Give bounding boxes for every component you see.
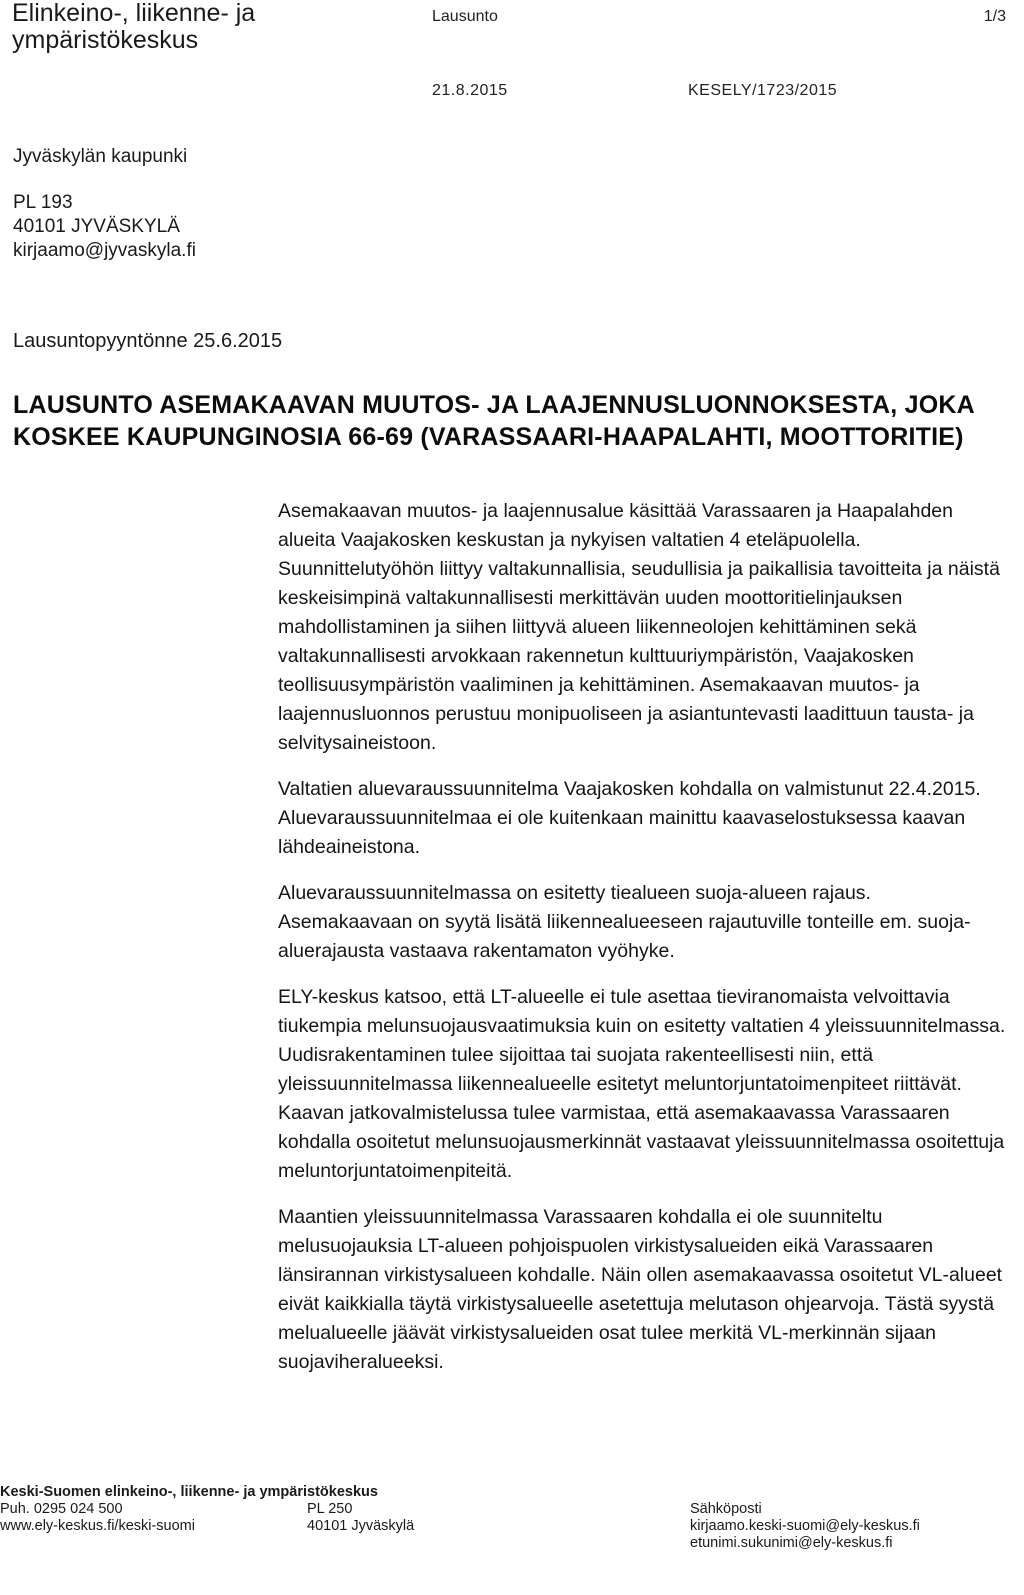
document-type: Lausunto [432,8,498,25]
body-paragraph: Maantien yleissuunnitelmassa Varassaaren kohdalla ei ole suunniteltu melusuojauksia LT-alueen pohjoispuolen virkistysalueiden eikä Varassaaren länsirannan virkistysalueen kohdalle. Näin ollen asemakaavassa osoitetut VL-alueet eivät kaikkialla täytä virkistysalueelle asetettuja melutason ohjearvoja. Tästä syystä melualueelle jäävät virkistysalueiden osat tulee merkitä VL-merkinnän sijaan suojaviheralueeksi. [278,1206,1003,1373]
footer-po-box: PL 250 [307,1501,353,1517]
body-paragraph: ELY-keskus katsoo, että LT-alueelle ei tule asettaa tieviranomaista velvoittavia tiukempia melunsuojausvaatimuksia kuin on esitetty valtatien 4 yleissuunnitelmassa. Uudisrakentaminen tulee sijoittaa tai suojata rakenteellisesti niin, että yleissuunnitelmassa liikennealueelle esitetyt meluntorjuntatoimenpiteet riittävät. Kaavan jatkovalmistelussa tulee varmistaa, että asemakaavassa Varassaaren kohdalla osoitetut melunsuojausmerkinnät vastaavat yleissuunnitelmassa osoitettuja meluntorjuntatoimenpiteitä. [278,986,1006,1182]
body-paragraph: Aluevaraussuunnitelmassa on esitetty tiealueen suoja-alueen rajaus. Asemakaavaan on syytä lisätä liikennealueeseen rajautuville tonteille em. suoja-aluerajausta vastaava rakentamaton vyöhyke. [278,882,971,962]
recipient-po-box: PL 193 [13,192,73,213]
footer-organization: Keski-Suomen elinkeino-, liikenne- ja ympäristökeskus [0,1484,378,1500]
request-reference: Lausuntopyyntönne 25.6.2015 [13,330,283,352]
footer-email-1[interactable]: kirjaamo.keski-suomi@ely-keskus.fi [690,1518,920,1534]
footer-address-column [307,1501,414,1535]
recipient-address [13,191,196,263]
reference-number: KESELY/1723/2015 [688,82,838,99]
document-date: 21.8.2015 [432,82,508,99]
document-title: LAUSUNTO ASEMAKAAVAN MUUTOS- JA LAAJENNUSLUONNOKSESTA, JOKA KOSKEE KAUPUNGINOSIA 66-69 (VARASSAARI-HAAPALAHTI, MOOTTORITIE) [13,391,974,451]
footer-email-label: Sähköposti [690,1501,762,1517]
page-number: 1/3 [983,8,1006,25]
footer-city: 40101 Jyväskylä [307,1518,415,1534]
recipient-name: Jyväskylän kaupunki [13,146,188,167]
recipient-postal: 40101 JYVÄSKYLÄ [13,216,180,237]
organization-name-line-2: ympäristökeskus [12,26,199,54]
footer-email-2[interactable]: etunimi.sukunimi@ely-keskus.fi [690,1535,893,1551]
organization-name [12,0,255,54]
footer-contact-column [0,1501,195,1535]
body-paragraph: Valtatien aluevaraussuunnitelma Vaajakosken kohdalla on valmistunut 22.4.2015. Aluevaraussuunnitelmaa ei ole kuitenkaan mainittu kaavaselostuksessa kaavan lähdeaineistona. [278,778,981,858]
organization-name-line-1: Elinkeino-, liikenne- ja [12,0,256,27]
footer-phone: Puh. 0295 024 500 [0,1501,123,1517]
footer-email-column [690,1501,920,1552]
document-body [278,497,1006,1394]
footer-website[interactable]: www.ely-keskus.fi/keski-suomi [0,1518,195,1534]
body-paragraph: Asemakaavan muutos- ja laajennusalue käsittää Varassaaren ja Haapalahden alueita Vaajakosken keskustan ja nykyisen valtatien 4 eteläpuolella. Suunnittelutyöhön liittyy valtakunnallisia, seudullisia ja paikallisia tavoitteita ja näistä keskeisimpinä valtakunnallisesti merkittävän uuden moottoritielinjauksen mahdollistaminen ja siihen liittyvä alueen liikenneolojen kehittäminen sekä valtakunnallisesti arvokkaan rakennetun kulttuuriympäristön, Vaajakosken teollisuusympäristön vaaliminen ja kehittäminen. Asemakaavan muutos- ja laajennusluonnos perustuu monipuoliseen ja asiantuntevasti laadittuun tausta- ja selvitysaineistoon. [278,500,1000,754]
recipient-email[interactable]: kirjaamo@jyvaskyla.fi [13,240,196,261]
